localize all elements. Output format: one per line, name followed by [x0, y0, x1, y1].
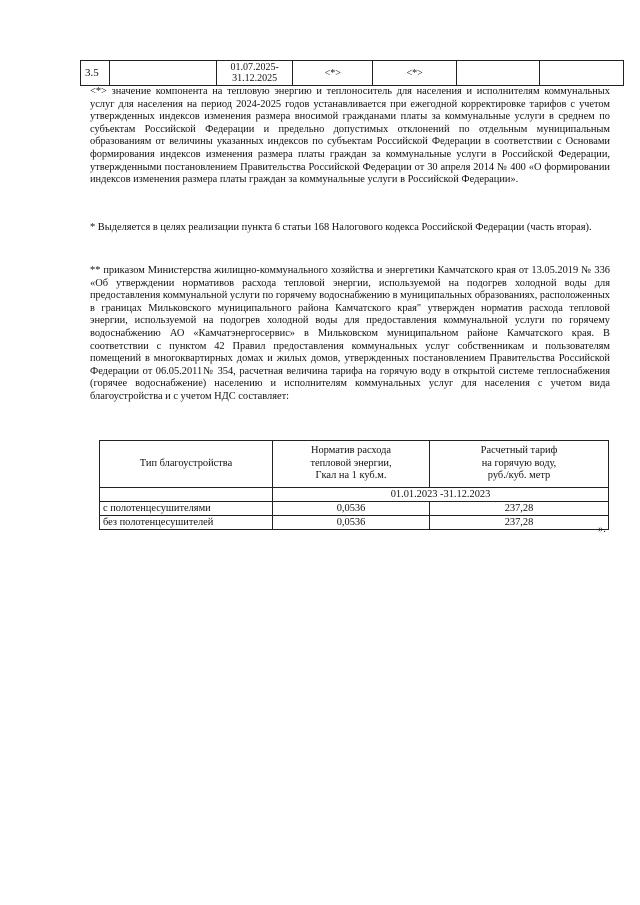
type-cell: с полотенцесушителями	[100, 502, 273, 516]
header-norm-line: тепловой энергии,	[310, 457, 392, 469]
period-start: 01.07.2025-	[230, 62, 279, 73]
period-cell: 01.01.2023 -31.12.2023	[273, 488, 609, 502]
header-tariff-line: Расчетный тариф	[480, 445, 558, 457]
type-cell: без полотенцесушителей	[100, 516, 273, 530]
empty-cell	[109, 61, 216, 86]
tariff-table-fragment	[80, 60, 624, 86]
value-cell: <*>	[293, 61, 373, 86]
table-row	[100, 488, 609, 502]
hot-water-tariff-table	[99, 440, 609, 530]
table-row	[100, 516, 609, 530]
header-tariff-line: руб./куб. метр	[487, 470, 551, 482]
tariff-cell: 237,28	[430, 502, 609, 516]
note-star: * Выделяется в целях реализации пункта 6 статьи 168 Налогового кодекса Российской Федерации (часть вторая).	[90, 222, 592, 233]
note-double-star: ** приказом Министерства жилищно-коммунального хозяйства и энергетики Камчатского края от 13.05.2019 № 336 «Об утверждении нормативов расхода тепловой энергии, используемой на подогрев холодной воды для предоставления коммунальной услуги по горячему водоснабжению в муниципальных образованиях, расположенных в границах Мильковского муниципального района Камчатского края" утвержден норматив расхода тепловой энергии, используемой на подогрев холодной воды для предоставления коммунальной услуги по горячему водоснабжению АО «Камчатэнергосервис» в Мильковском муниципальном районе Камчатского края. В соответствии с пунктом 42 Правил предоставления коммунальных услуг собственникам и пользователям помещений в многоквартирных домах и жилых домов, утвержденных постановлением Правительства Российской Федерации от 06.05.2011№ 354, расчетная величина тарифа на горячую воду в открытой системе теплоснабжения (горячее водоснабжение) населению и исполнителям коммунальных услуг для населения с учетом вида благоустройства и с учетом НДС составляет:	[90, 265, 611, 402]
note-angle-star: <*> значение компонента на тепловую энергию и теплоноситель для населения и исполнителям коммунальных услуг для населения на период 2024-2025 годов устанавливается при ежегодной корректировке тарифов с учетом утвержденных индексов изменения размера вносимой гражданами платы за коммунальные услуги в среднем по субъектам Российской Федерации и предельно допустимых отклонений по отдельным муниципальным образованиям от величины указанных индексов по субъектам Российской Федерации в соответствии с Основами формирования индексов изменения размера платы граждан за коммунальные услуги в Российской Федерации, утвержденными постановлением Правительства Российской Федерации от 30 апреля 2014 № 400 «О формировании индексов изменения размера платы граждан за коммунальные услуги в Российской Федерации».	[90, 86, 610, 186]
value-cell: <*>	[373, 61, 457, 86]
header-tariff-line: на горячую воду,	[481, 457, 557, 469]
table-row	[100, 502, 609, 516]
header-tariff	[430, 441, 609, 488]
empty-cell	[100, 488, 273, 502]
header-norm-line: Норматив расхода	[310, 445, 392, 457]
table-row	[81, 61, 624, 86]
table-header-row	[100, 441, 609, 488]
norm-cell: 0,0536	[273, 502, 430, 516]
closing-quote: ».	[598, 524, 606, 535]
period-cell	[216, 61, 293, 86]
header-type: Тип благоустройства	[100, 441, 273, 488]
empty-cell	[540, 61, 624, 86]
header-norm-line: Гкал на 1 куб.м.	[315, 470, 387, 482]
empty-cell	[456, 61, 539, 86]
header-norm	[273, 441, 430, 488]
tariff-cell: 237,28	[430, 516, 609, 530]
norm-cell: 0,0536	[273, 516, 430, 530]
row-number: 3.5	[81, 61, 110, 86]
period-end: 31.12.2025	[232, 73, 278, 84]
